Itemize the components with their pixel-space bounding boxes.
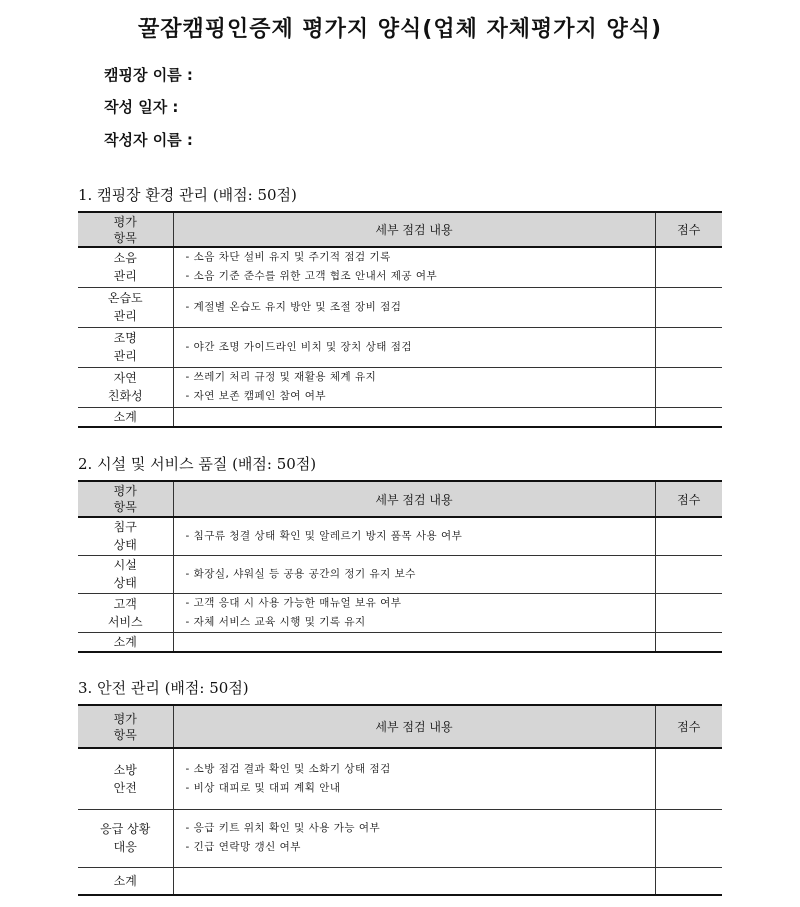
detail-text: - 소음 기준 준수를 위한 고객 협조 안내서 제공 여부 [185,270,438,283]
item-label: 자연 [113,371,137,385]
table-safety [78,704,722,896]
header-item [78,481,173,517]
header-score: 점수 [655,481,722,517]
item-label: 소음 [113,251,137,266]
author-name-label: 작성자 이름 : [104,131,193,149]
table-row [78,748,722,809]
header-detail: 세부 점검 내용 [173,212,655,247]
section-title-environment: 1. 캠핑장 환경 관리 (배점: 50점) [78,186,297,204]
item-label: 대응 [113,840,137,854]
detail-text: - 긴급 연락망 갱신 여부 [185,841,301,853]
section-title-facilities: 2. 시설 및 서비스 품질 (배점: 50점) [78,455,317,473]
item-label: 서비스 [107,614,143,629]
header-item-line: 평가 [113,214,137,229]
table-row [78,367,722,407]
score-cell[interactable] [655,593,722,632]
subtotal-row [78,867,722,895]
detail-text: - 자연 보존 캠페인 참여 여부 [185,390,327,402]
item-cell [78,517,173,555]
table-row [78,809,722,867]
detail-text: - 소방 점검 결과 확인 및 소화기 상태 점검 [185,762,391,775]
detail-cell [173,517,655,555]
item-label: 시설 [113,558,137,572]
item-label: 관리 [113,269,137,284]
header-score: 점수 [655,705,722,748]
detail-text: - 계절별 온습도 유지 방안 및 조절 장비 점검 [185,300,402,313]
header-score: 점수 [655,212,722,247]
score-cell[interactable] [655,517,722,555]
detail-cell [173,809,655,867]
item-label: 온습도 [107,291,143,305]
item-label: 안전 [113,780,137,795]
header-item-line: 항목 [113,500,137,514]
subtotal-label: 소계 [78,867,173,895]
detail-text: - 쓰레기 처리 규정 및 재활용 체계 유지 [185,371,377,383]
item-label: 상태 [113,538,137,553]
score-cell[interactable] [655,555,722,593]
detail-text: - 비상 대피로 및 대피 계획 안내 [185,781,341,794]
detail-cell [173,287,655,327]
table-row [78,327,722,367]
item-cell [78,367,173,407]
subtotal-detail-cell [173,407,655,427]
item-cell [78,748,173,809]
subtotal-label: 소계 [78,407,173,427]
item-label: 조명 [113,331,137,345]
score-cell[interactable] [655,809,722,867]
item-cell [78,555,173,593]
item-label: 소방 [113,762,137,777]
subtotal-score-cell[interactable] [655,407,722,427]
item-label: 관리 [113,349,137,363]
subtotal-score-cell[interactable] [655,867,722,895]
score-cell[interactable] [655,367,722,407]
item-cell [78,247,173,287]
detail-text: - 화장실, 샤워실 등 공용 공간의 정기 유지 보수 [185,567,416,580]
detail-text: - 소음 차단 설비 유지 및 주기적 점검 기록 [185,251,391,264]
detail-cell [173,367,655,407]
header-item-line: 항목 [113,727,137,742]
detail-cell [173,247,655,287]
header-detail: 세부 점검 내용 [173,705,655,748]
score-cell[interactable] [655,247,722,287]
item-cell [78,809,173,867]
item-cell [78,327,173,367]
table-facilities [78,480,722,653]
page-title: 꿀잠캠핑인증제 평가지 양식(업체 자체평가지 양식) [137,17,663,42]
score-cell[interactable] [655,287,722,327]
table-environment [78,211,722,428]
detail-text: - 자체 서비스 교육 시행 및 기록 유지 [185,615,366,628]
date-label: 작성 일자 : [104,98,179,116]
detail-text: - 야간 조명 가이드라인 비치 및 장치 상태 점검 [185,340,413,353]
item-label: 상태 [113,576,137,590]
subtotal-detail-cell [173,867,655,895]
detail-cell [173,593,655,632]
header-item-line: 평가 [113,711,137,726]
detail-text: - 응급 키트 위치 확인 및 사용 가능 여부 [185,822,381,834]
item-label: 침구 [113,520,137,535]
header-item-line: 항목 [113,230,137,245]
item-label: 응급 상황 [100,822,151,836]
subtotal-score-cell[interactable] [655,632,722,652]
table-row [78,593,722,632]
subtotal-detail-cell [173,632,655,652]
table-row [78,517,722,555]
table-row [78,555,722,593]
item-label: 관리 [113,309,137,323]
section-title-safety: 3. 안전 관리 (배점: 50점) [78,679,249,697]
subtotal-row [78,407,722,427]
table-row [78,287,722,327]
detail-text: - 침구류 청결 상태 확인 및 알레르기 방지 품목 사용 여부 [185,529,463,542]
header-item [78,212,173,247]
header-item [78,705,173,748]
item-label: 친화성 [107,389,143,403]
detail-cell [173,748,655,809]
item-cell [78,287,173,327]
item-cell [78,593,173,632]
subtotal-row [78,632,722,652]
detail-cell [173,327,655,367]
item-label: 고객 [113,596,137,611]
header-detail: 세부 점검 내용 [173,481,655,517]
score-cell[interactable] [655,748,722,809]
header-item-line: 평가 [113,484,137,498]
campsite-name-label: 캠핑장 이름 : [104,66,193,84]
subtotal-label: 소계 [78,632,173,652]
score-cell[interactable] [655,327,722,367]
detail-cell [173,555,655,593]
detail-text: - 고객 응대 시 사용 가능한 매뉴얼 보유 여부 [185,596,402,609]
table-row [78,247,722,287]
